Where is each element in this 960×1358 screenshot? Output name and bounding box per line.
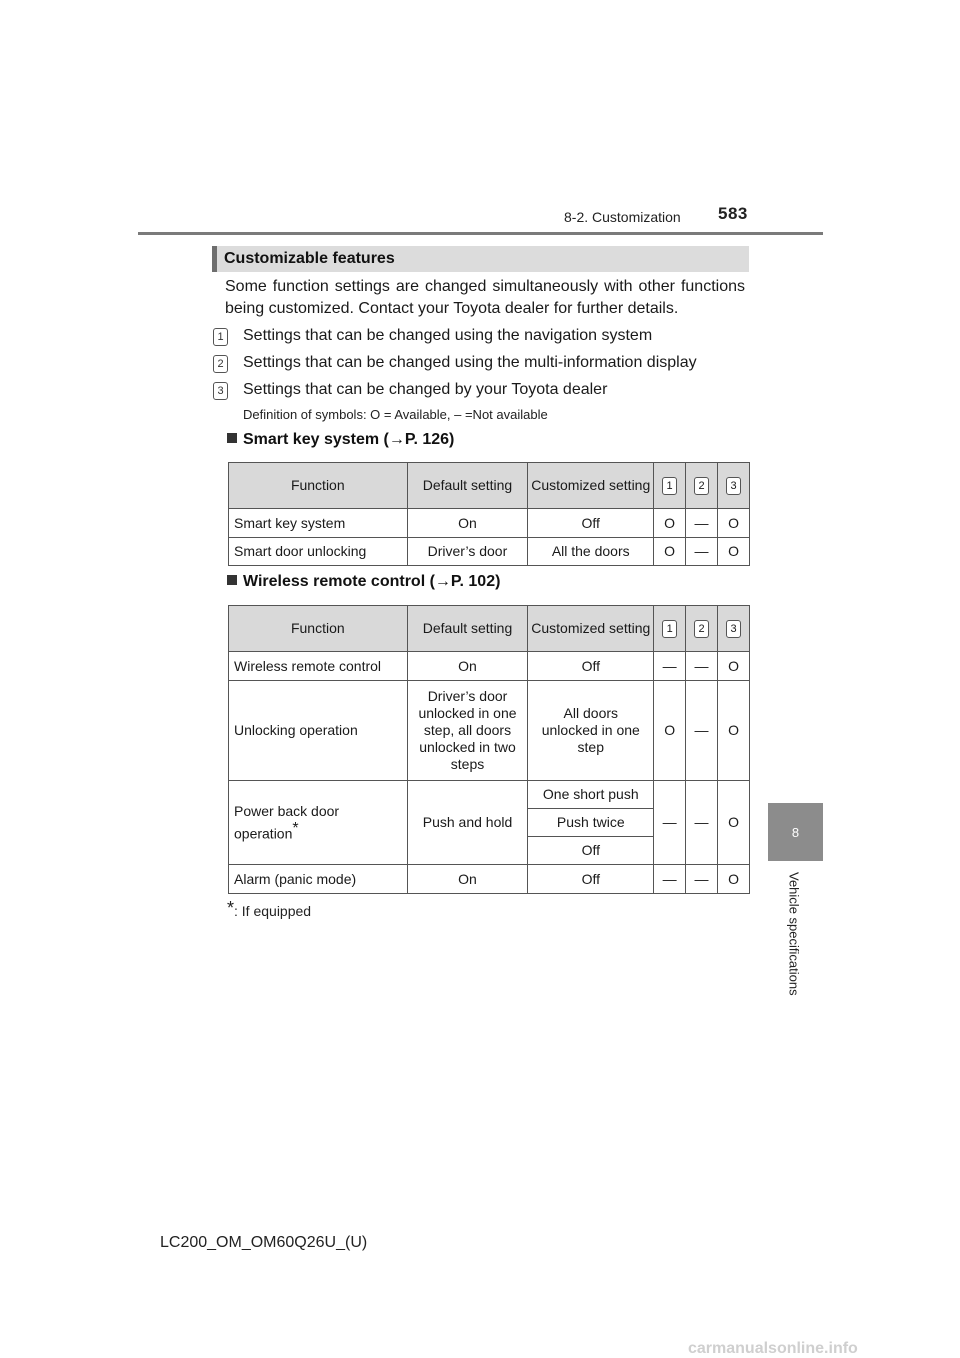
header-default: Default setting [407,463,528,509]
legend-text-1: Settings that can be changed using the navigation system [243,327,653,344]
number-3-icon: 3 [726,620,741,638]
header-col-3 [718,463,750,509]
cell-function [229,781,408,865]
smart-key-table [228,462,750,566]
table-row [229,781,750,809]
number-1-icon: 1 [662,620,677,638]
header-rule [138,232,823,235]
cell-customized: Off [528,837,654,865]
watermark: carmanualsonline.info [688,1340,858,1357]
cell-col-1: O [654,681,686,781]
table-header-row [229,606,750,652]
cell-col-1: — [654,781,686,865]
cell-customized: All doors unlocked in one step [528,681,654,781]
footnote-text: : If equipped [234,903,312,919]
section-heading [212,246,749,272]
square-bullet-icon [227,575,237,585]
table-row [229,652,750,681]
header-col-2 [686,463,718,509]
header-customized: Customized setting [528,463,654,509]
legend-number-1-icon: 1 [213,328,228,346]
cell-col-1: — [654,865,686,894]
cell-function: Smart key system [229,509,408,538]
wireless-subheading [227,573,500,591]
table-row [229,681,750,781]
document-code: LC200_OM_OM60Q26U_(U) [160,1234,368,1251]
number-2-icon: 2 [694,620,709,638]
chapter-title-text: Vehicle specifications [786,872,802,996]
asterisk-mark: * [292,819,299,837]
cell-col-2: — [686,865,718,894]
chapter-title [783,872,805,1012]
cell-function: Wireless remote control [229,652,408,681]
cell-default: Driver’s door [407,538,528,566]
cell-col-1: — [654,652,686,681]
cell-col-3: O [718,509,750,538]
cell-col-3: O [718,652,750,681]
cell-customized: Off [528,509,654,538]
cell-default: On [407,509,528,538]
header-col-1 [654,463,686,509]
table-row [229,538,750,566]
cell-col-2: — [686,681,718,781]
header-default: Default setting [407,606,528,652]
cell-customized: Off [528,652,654,681]
heading-accent-bar [212,246,217,272]
cell-default: Push and hold [407,781,528,865]
table-row [229,509,750,538]
wireless-title[interactable]: Wireless remote control (→P. 102) [243,573,501,590]
header-col-2 [686,606,718,652]
cell-default: On [407,865,528,894]
header-function: Function [229,463,408,509]
cell-default: On [407,652,528,681]
cell-col-2: — [686,781,718,865]
cell-col-3: O [718,681,750,781]
intro-paragraph: Some function settings are changed simultaneously with other functions being customized. Contact your Toyota dealer for further details. [225,278,745,317]
cell-col-2: — [686,652,718,681]
cell-col-1: O [654,538,686,566]
header-col-3 [718,606,750,652]
symbol-definition: Definition of symbols: O = Available, – =Not available [243,407,548,422]
legend-text-2: Settings that can be changed using the multi-information display [243,354,697,371]
chapter-tab[interactable]: 8 [768,803,823,861]
cell-customized: Push twice [528,809,654,837]
cell-function: Smart door unlocking [229,538,408,566]
header-function: Function [229,606,408,652]
cell-col-1: O [654,509,686,538]
cell-function: Alarm (panic mode) [229,865,408,894]
smart-key-subheading [227,431,454,449]
number-2-icon: 2 [694,477,709,495]
section-label: 8-2. Customization [564,209,681,225]
cell-col-3: O [718,865,750,894]
cell-col-2: — [686,509,718,538]
cell-customized: One short push [528,781,654,809]
cell-col-2: — [686,538,718,566]
cell-customized: All the doors [528,538,654,566]
square-bullet-icon [227,433,237,443]
wireless-table [228,605,750,894]
legend-number-3-icon: 3 [213,382,228,400]
number-1-icon: 1 [662,477,677,495]
cell-col-3: O [718,781,750,865]
header-customized: Customized setting [528,606,654,652]
number-3-icon: 3 [726,477,741,495]
footnote [227,898,311,919]
footnote-mark: * [227,898,235,918]
cell-col-3: O [718,538,750,566]
legend-number-2-icon: 2 [213,355,228,373]
function-text: Power back door operation [234,802,340,842]
page-number: 583 [718,204,748,223]
header-col-1 [654,606,686,652]
table-row [229,865,750,894]
cell-default: Driver’s door unlocked in one step, all doors unlocked in two steps [407,681,528,781]
cell-function: Unlocking operation [229,681,408,781]
table-header-row [229,463,750,509]
smart-key-title[interactable]: Smart key system (→P. 126) [243,431,455,448]
section-heading-text: Customizable features [224,250,395,267]
cell-customized: Off [528,865,654,894]
legend-text-3: Settings that can be changed by your Toyota dealer [243,381,608,398]
